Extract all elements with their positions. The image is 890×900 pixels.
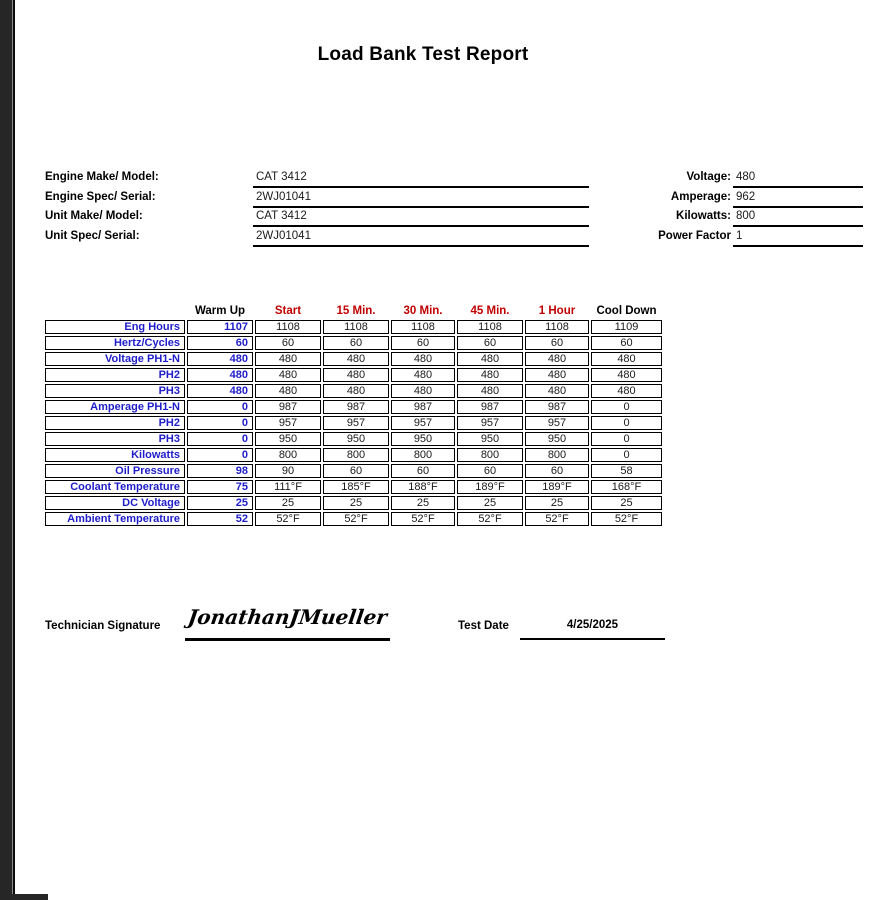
reading-cell: 987	[323, 400, 389, 414]
table-row	[45, 432, 662, 446]
reading-cell: 188°F	[391, 480, 455, 494]
field-label: Voltage:	[686, 171, 731, 183]
field-value: 2WJ01041	[253, 228, 589, 247]
reading-cell: 0	[591, 400, 662, 414]
reading-cell: 800	[457, 448, 523, 462]
reading-cell: 800	[525, 448, 589, 462]
reading-cell: 1108	[323, 320, 389, 334]
reading-cell: 25	[591, 496, 662, 510]
reading-cell: 185°F	[323, 480, 389, 494]
test-date-value: 4/25/2025	[566, 619, 619, 631]
row-label-cell: Ambient Temperature	[45, 512, 185, 526]
technician-signature-script: JonathanJMueller	[186, 605, 389, 629]
field-value: CAT 3412	[253, 169, 589, 188]
table-row	[45, 416, 662, 430]
reading-cell: 60	[591, 336, 662, 350]
reading-cell: 480	[323, 368, 389, 382]
reading-cell: 480	[391, 368, 455, 382]
reading-cell: 60	[525, 336, 589, 350]
reading-cell: 25	[457, 496, 523, 510]
table-row	[45, 400, 662, 414]
reading-cell: 957	[457, 416, 523, 430]
column-header: Cool Down	[596, 305, 657, 317]
field-label: Unit Make/ Model:	[45, 210, 143, 223]
column-header: Start	[274, 305, 302, 317]
row-label-cell: Hertz/Cycles	[45, 336, 185, 350]
column-header: 30 Min.	[403, 305, 443, 317]
reading-cell: 0	[591, 432, 662, 446]
row-label-cell: Coolant Temperature	[45, 480, 185, 494]
reading-cell: 0	[591, 448, 662, 462]
reading-cell: 480	[391, 352, 455, 366]
reading-cell: 950	[457, 432, 523, 446]
row-label-cell: PH2	[45, 368, 185, 382]
field-row	[598, 169, 864, 189]
column-header: 15 Min.	[336, 305, 376, 317]
warm-up-cell: 480	[187, 368, 253, 382]
field-label: Power Factor	[658, 229, 731, 242]
reading-cell: 1108	[525, 320, 589, 334]
reading-cell: 480	[323, 384, 389, 398]
reading-cell: 60	[525, 464, 589, 478]
table-header-row	[45, 304, 662, 318]
row-label-cell: Voltage PH1-N	[45, 352, 185, 366]
technician-signature-label: Technician Signature	[45, 620, 161, 632]
reading-cell: 168°F	[591, 480, 662, 494]
electrical-spec-fields	[598, 169, 864, 247]
column-header: 1 Hour	[538, 305, 576, 317]
reading-cell: 1108	[457, 320, 523, 334]
reading-cell: 480	[255, 384, 321, 398]
field-value: 480	[733, 169, 863, 188]
reading-cell: 950	[255, 432, 321, 446]
load-bank-readings-table	[43, 302, 664, 528]
reading-cell: 480	[591, 384, 662, 398]
table-body	[45, 320, 662, 526]
table-row	[45, 352, 662, 366]
table-row	[45, 448, 662, 462]
viewer-corner-notch	[0, 894, 48, 900]
row-label-cell: PH2	[45, 416, 185, 430]
reading-cell: 25	[525, 496, 589, 510]
header-spacer-cell	[45, 304, 185, 318]
test-date-line	[520, 638, 665, 640]
reading-cell: 480	[525, 368, 589, 382]
reading-cell: 800	[255, 448, 321, 462]
row-label-cell: Kilowatts	[45, 448, 185, 462]
warm-up-cell: 480	[187, 352, 253, 366]
field-row	[45, 208, 590, 228]
reading-cell: 60	[255, 336, 321, 350]
reading-cell: 90	[255, 464, 321, 478]
column-header: 45 Min.	[470, 305, 510, 317]
reading-cell: 60	[457, 464, 523, 478]
reading-cell: 60	[323, 336, 389, 350]
row-label-cell: PH3	[45, 432, 185, 446]
reading-cell: 60	[391, 336, 455, 350]
engine-unit-fields	[45, 169, 590, 247]
row-label-cell: DC Voltage	[45, 496, 185, 510]
reading-cell: 800	[323, 448, 389, 462]
field-row	[598, 228, 864, 248]
reading-cell: 52°F	[391, 512, 455, 526]
reading-cell: 0	[591, 416, 662, 430]
warm-up-cell: 60	[187, 336, 253, 350]
field-row	[598, 189, 864, 209]
reading-cell: 52°F	[457, 512, 523, 526]
reading-cell: 25	[391, 496, 455, 510]
reading-cell: 957	[525, 416, 589, 430]
reading-cell: 987	[457, 400, 523, 414]
warm-up-cell: 1107	[187, 320, 253, 334]
warm-up-cell: 0	[187, 448, 253, 462]
warm-up-cell: 52	[187, 512, 253, 526]
reading-cell: 189°F	[525, 480, 589, 494]
field-label: Amperage:	[670, 190, 731, 203]
table-row	[45, 480, 662, 494]
signature-line	[185, 638, 390, 641]
field-value: CAT 3412	[253, 208, 589, 227]
warm-up-cell: 0	[187, 400, 253, 414]
field-row	[45, 169, 590, 189]
reading-cell: 480	[525, 384, 589, 398]
test-date-label: Test Date	[458, 620, 509, 632]
field-value: 2WJ01041	[253, 189, 589, 208]
field-value: 800	[733, 208, 863, 227]
table-row	[45, 320, 662, 334]
reading-cell: 25	[323, 496, 389, 510]
viewer-left-edge	[0, 0, 12, 894]
reading-cell: 950	[391, 432, 455, 446]
field-label: Kilowatts:	[676, 210, 731, 223]
field-label: Engine Make/ Model:	[45, 171, 159, 183]
reading-cell: 480	[457, 384, 523, 398]
reading-cell: 60	[391, 464, 455, 478]
warm-up-cell: 0	[187, 416, 253, 430]
reading-cell: 800	[391, 448, 455, 462]
warm-up-cell: 480	[187, 384, 253, 398]
field-row	[45, 189, 590, 209]
reading-cell: 480	[391, 384, 455, 398]
row-label-cell: PH3	[45, 384, 185, 398]
reading-cell: 1108	[255, 320, 321, 334]
reading-cell: 52°F	[323, 512, 389, 526]
reading-cell: 957	[255, 416, 321, 430]
column-header: Warm Up	[194, 305, 246, 317]
field-label: Engine Spec/ Serial:	[45, 190, 156, 203]
reading-cell: 25	[255, 496, 321, 510]
reading-cell: 480	[591, 352, 662, 366]
reading-cell: 480	[591, 368, 662, 382]
field-value: 962	[733, 189, 863, 208]
reading-cell: 60	[457, 336, 523, 350]
field-row	[598, 208, 864, 228]
reading-cell: 52°F	[255, 512, 321, 526]
table-row	[45, 384, 662, 398]
table-row	[45, 512, 662, 526]
reading-cell: 957	[323, 416, 389, 430]
reading-cell: 987	[525, 400, 589, 414]
reading-cell: 1108	[391, 320, 455, 334]
warm-up-cell: 0	[187, 432, 253, 446]
table-row	[45, 336, 662, 350]
row-label-cell: Eng Hours	[45, 320, 185, 334]
warm-up-cell: 75	[187, 480, 253, 494]
table-row	[45, 464, 662, 478]
reading-cell: 52°F	[591, 512, 662, 526]
table-row	[45, 496, 662, 510]
row-label-cell: Amperage PH1-N	[45, 400, 185, 414]
reading-cell: 480	[457, 368, 523, 382]
reading-cell: 52°F	[525, 512, 589, 526]
field-row	[45, 228, 590, 248]
page-left-border	[13, 0, 15, 894]
warm-up-cell: 98	[187, 464, 253, 478]
page-title: Load Bank Test Report	[317, 44, 529, 65]
reading-cell: 957	[391, 416, 455, 430]
field-label: Unit Spec/ Serial:	[45, 229, 140, 242]
reading-cell: 950	[525, 432, 589, 446]
reading-cell: 480	[255, 352, 321, 366]
reading-cell: 480	[255, 368, 321, 382]
reading-cell: 480	[323, 352, 389, 366]
reading-cell: 58	[591, 464, 662, 478]
reading-cell: 111°F	[255, 480, 321, 494]
reading-cell: 60	[323, 464, 389, 478]
field-value: 1	[733, 228, 863, 247]
reading-cell: 1109	[591, 320, 662, 334]
reading-cell: 480	[525, 352, 589, 366]
warm-up-cell: 25	[187, 496, 253, 510]
row-label-cell: Oil Pressure	[45, 464, 185, 478]
reading-cell: 480	[457, 352, 523, 366]
reading-cell: 950	[323, 432, 389, 446]
reading-cell: 189°F	[457, 480, 523, 494]
table-row	[45, 368, 662, 382]
reading-cell: 987	[391, 400, 455, 414]
reading-cell: 987	[255, 400, 321, 414]
